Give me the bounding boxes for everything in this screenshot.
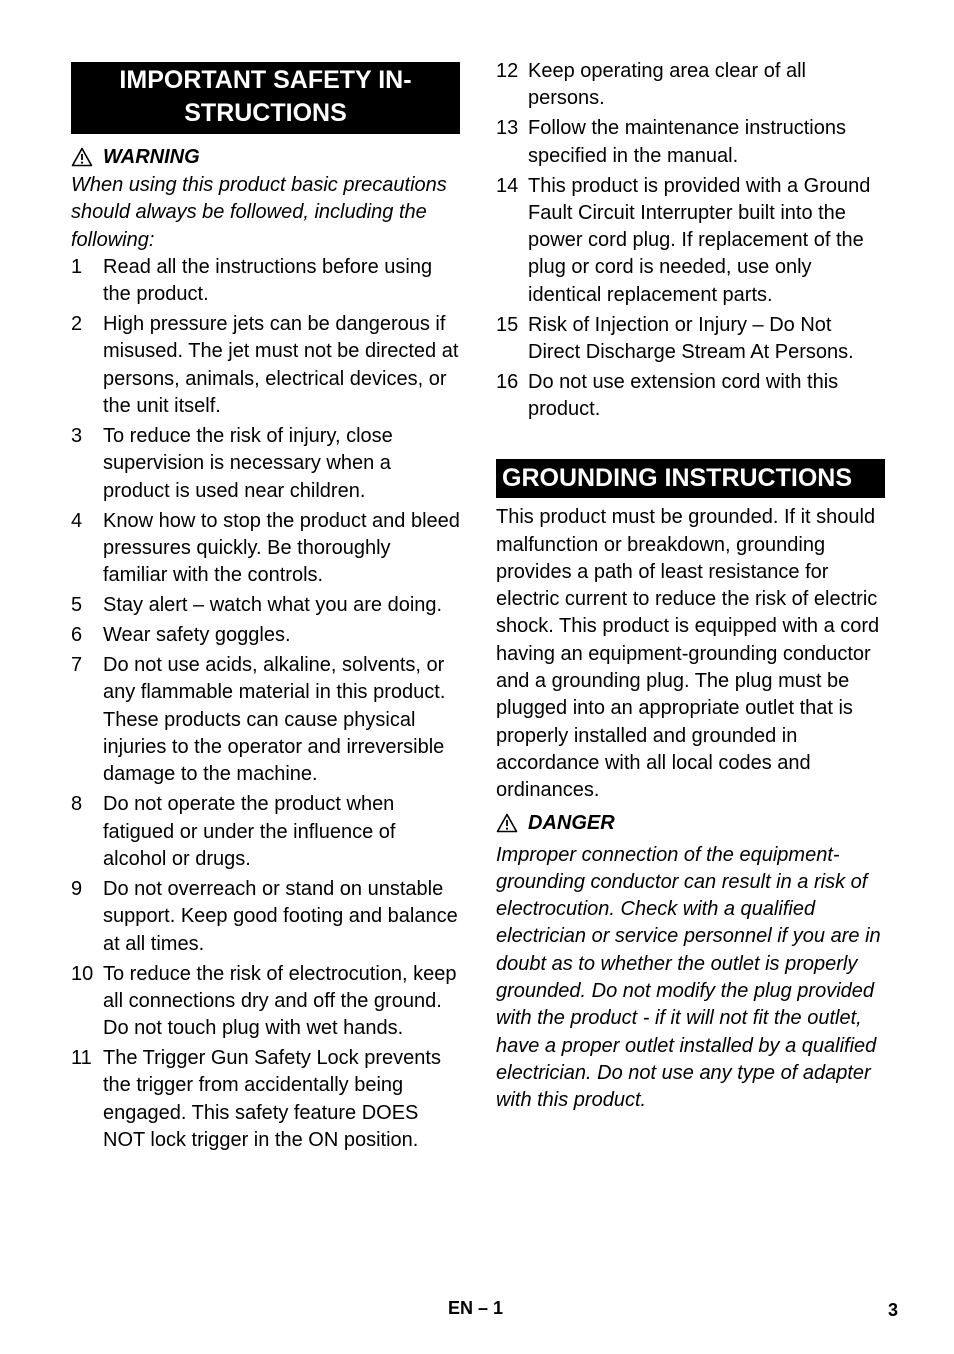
grounding-text: This product must be grounded. If it should malfunction or breakdown, grounding provides a path of least resistance for electric current to reduce the risk of electric shock. This product is equipped with a cord having an equipment-grounding conductor and a grounding plug. The plug must be plugged into an appropriate outlet that is properly installed and grounded in accordance with all local codes and ordinances. xyxy=(496,506,880,802)
list-item-number: 5 xyxy=(71,594,83,617)
danger-label: DANGER xyxy=(528,811,615,834)
list-item xyxy=(496,173,885,309)
list-item-number: 12 xyxy=(496,60,519,82)
danger-text: Improper connection of the equipment-grounding conductor can result in a risk of electrocution. Check with a qualified electrician or service personnel if you are in doubt as to whether the outlet is properly grounded. Do not modify the plug provided with the product - if it will not fit the outlet, have a proper outlet installed by a qualified electrician. Do not use any type of adapter with this product. xyxy=(496,843,881,1112)
list-item-number: 8 xyxy=(71,793,83,816)
list-item xyxy=(71,652,460,788)
list-item-text: Keep operating area clear of all persons. xyxy=(528,60,806,110)
list-item xyxy=(496,58,885,113)
list-item xyxy=(496,115,885,170)
list-item-number: 15 xyxy=(496,313,519,336)
list-item-text: This product is provided with a Ground Fault Circuit Interrupter built into the power cord plug. If replacement of the plug or cord is needed, use only identical replacement parts. xyxy=(528,174,871,306)
list-item xyxy=(71,423,460,505)
safety-heading-line2: STRUCTIONS xyxy=(184,99,347,127)
list-item-text: Do not use acids, alkaline, solvents, or any flammable material in this product. These products can cause physical injuries to the operator and irreversible damage to the machine. xyxy=(103,654,446,786)
warning-title xyxy=(71,145,460,169)
list-item xyxy=(71,508,460,590)
list-item-number: 4 xyxy=(71,509,83,532)
list-item xyxy=(71,791,460,873)
list-item-text: Do not overreach or stand on unstable support. Keep good footing and balance at all times. xyxy=(103,877,458,955)
list-item xyxy=(71,592,460,619)
list-item-text: Do not use extension cord with this product. xyxy=(528,371,839,421)
list-item-number: 6 xyxy=(71,624,83,647)
danger-title xyxy=(496,811,885,835)
list-item-number: 1 xyxy=(71,255,83,278)
list-item-number: 9 xyxy=(71,877,83,900)
list-item-number: 16 xyxy=(496,371,519,394)
left-column xyxy=(71,62,460,1157)
list-item-number: 11 xyxy=(71,1047,92,1070)
warning-triangle-icon xyxy=(496,813,518,833)
safety-list-right xyxy=(496,58,885,424)
list-item-text: Know how to stop the product and bleed pressures quickly. Be thoroughly familiar with the controls. xyxy=(103,509,460,587)
list-item-text: Risk of Injection or Injury – Do Not Direct Discharge Stream At Persons. xyxy=(528,313,854,364)
list-item-text: Do not operate the product when fatigued or under the influence of alcohol or drugs. xyxy=(103,793,396,870)
list-item-number: 3 xyxy=(71,425,83,448)
list-item xyxy=(71,622,460,649)
list-item xyxy=(496,369,885,424)
safety-heading-line1: IMPORTANT SAFETY IN- xyxy=(119,66,412,94)
safety-heading xyxy=(71,62,460,134)
list-item-number: 7 xyxy=(71,654,83,677)
list-item xyxy=(71,254,460,309)
list-item-text: Follow the maintenance instructions specified in the manual. xyxy=(528,117,846,167)
list-item xyxy=(71,1045,460,1154)
page-number: 3 xyxy=(888,1300,899,1320)
list-item-number: 10 xyxy=(71,962,94,985)
list-item-number: 2 xyxy=(71,313,83,336)
list-item xyxy=(71,876,460,958)
warning-label: WARNING xyxy=(103,146,200,168)
list-item-text: Wear safety goggles. xyxy=(103,624,291,647)
list-item-number: 14 xyxy=(496,174,519,197)
warning-triangle-icon xyxy=(71,147,93,167)
list-item-number: 13 xyxy=(496,117,519,140)
list-item xyxy=(496,312,885,367)
list-item xyxy=(71,961,460,1043)
right-column xyxy=(496,58,885,1115)
warning-intro: When using this product basic precautions should always be followed, including the following: xyxy=(71,174,447,251)
list-item-text: High pressure jets can be dangerous if misused. The jet must not be directed at persons, animals, electrical devices, or the unit itself. xyxy=(103,313,459,418)
list-item-text: Read all the instructions before using the product. xyxy=(103,255,433,306)
footer-language-page: EN – 1 xyxy=(448,1298,504,1318)
list-item-text: The Trigger Gun Safety Lock prevents the trigger from accidentally being engaged. This safety feature DOES NOT lock trigger in the ON position. xyxy=(103,1047,441,1151)
grounding-heading: GROUNDING INSTRUCTIONS xyxy=(496,459,885,498)
list-item-text: To reduce the risk of injury, close supervision is necessary when a product is used near children. xyxy=(103,425,393,502)
list-item-text: To reduce the risk of electrocution, keep all connections dry and off the ground. Do not touch plug with wet hands. xyxy=(103,962,457,1040)
list-item-text: Stay alert – watch what you are doing. xyxy=(103,594,443,617)
list-item xyxy=(71,311,460,420)
safety-list-left xyxy=(71,254,460,1154)
